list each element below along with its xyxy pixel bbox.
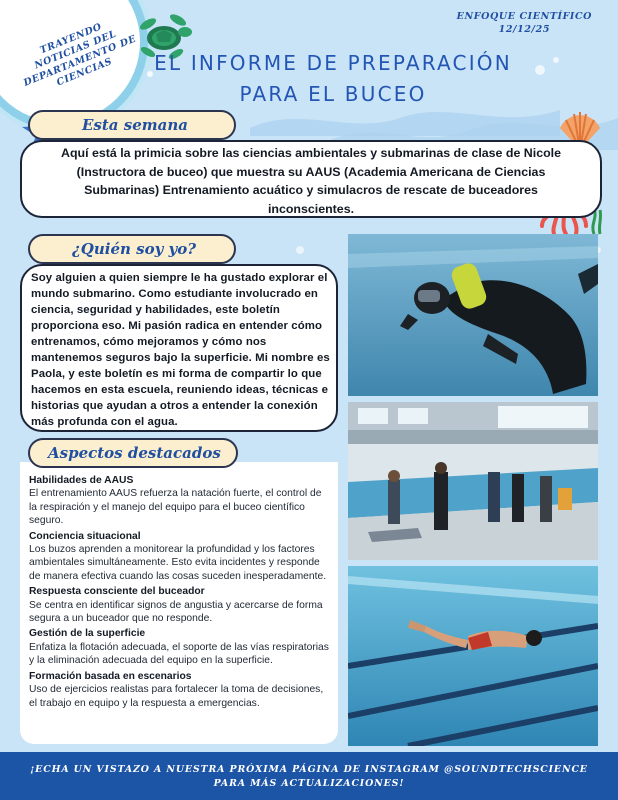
science-focus bbox=[457, 10, 592, 36]
who-heading bbox=[28, 234, 236, 264]
title-line-1: EL INFORME DE PREPARACIÓN bbox=[154, 51, 512, 75]
this-week-heading-text: Esta semana bbox=[82, 116, 188, 134]
highlights-box bbox=[20, 462, 338, 744]
highlight-body: Uso de ejercicios realistas para fortalecer la toma de decisiones, el trabajo en equipo y la respuesta a emergencias. bbox=[29, 684, 324, 709]
highlight-item bbox=[29, 627, 330, 667]
highlight-item bbox=[29, 474, 330, 528]
highlight-title: Gestión de la superficie bbox=[29, 628, 146, 640]
page-title bbox=[138, 48, 528, 110]
photo-pool-deck bbox=[348, 402, 598, 560]
this-week-box bbox=[20, 140, 602, 218]
highlight-body: Enfatiza la flotación adecuada, el soporte de las vías respiratorias y la eliminación adecuada del equipo en la superficie. bbox=[29, 641, 329, 667]
photo-swimmer-underwater bbox=[348, 566, 598, 746]
highlight-title: Habilidades de AAUS bbox=[29, 475, 134, 486]
highlight-item bbox=[29, 530, 330, 584]
badge-text: TRAYENDO NOTICIAS DEL DEPARTAMENTO DE CIENCIAS bbox=[22, 21, 138, 89]
highlights-heading bbox=[28, 438, 238, 468]
highlight-body: Los buzos aprenden a monitorear la profundidad y los factores ambientales simultáneamente. Esto evita incidentes y responde de manera efectiva cuando las cosas suceden inesperadamente. bbox=[29, 544, 327, 582]
who-text: Soy alguien a quien siempre le ha gustado explorar el mundo submarino. Como estudiante involucrado en ciencia, seguridad y habilidades, este boletín proporciona eso. Mi pasión radica en entender cómo entrenamos, cómo mejoramos y cómo nos mantenemos seguros bajo la superficie. Mi nombre es Paola, y este boletín es mi forma de compartir lo que hacemos en esta escuela, reuniendo ideas, técnicas e historias que ayudan a otros a entender la conexión más profunda con el agua. bbox=[31, 272, 330, 428]
focus-label: ENFOQUE CIENTÍFICO bbox=[456, 11, 592, 22]
who-heading-text: ¿Quién soy yo? bbox=[72, 240, 197, 258]
highlight-title: Respuesta consciente del buceador bbox=[29, 586, 205, 598]
photo-diver-underwater bbox=[348, 234, 598, 396]
title-line-2: PARA EL BUCEO bbox=[239, 82, 427, 106]
highlight-body: Se centra en identificar signos de angustia y acercarse de forma segura a un buceador que no responde. bbox=[29, 599, 323, 625]
highlight-title: Formación basada en escenarios bbox=[29, 670, 192, 682]
footer-text: ¡ECHA UN VISTAZO A NUESTRA PRÓXIMA PÁGINA DE INSTAGRAM @SOUNDTECHSCIENCE PARA MÁS ACTUALIZACIONES! bbox=[30, 764, 588, 789]
highlight-body: El entrenamiento AAUS refuerza la natación fuerte, el control de la respiración y el manejo del equipo para el buceo científico seguro. bbox=[29, 488, 322, 527]
highlight-item bbox=[29, 670, 330, 710]
highlight-title: Conciencia situacional bbox=[29, 530, 141, 542]
who-box bbox=[20, 264, 338, 432]
issue-date: 12/12/25 bbox=[498, 24, 551, 35]
this-week-heading bbox=[28, 110, 236, 140]
footer-banner bbox=[0, 752, 618, 800]
highlight-item bbox=[29, 585, 330, 625]
this-week-text: Aquí está la primicia sobre las ciencias ambientales y submarinas de clase de Nicole (Instructora de buceo) que muestra su AAUS (Academia Americana de Ciencias Submarinas) Entrenamiento acuático y simulacros de rescate de buceadores inconscientes. bbox=[61, 146, 561, 216]
highlights-heading-text: Aspectos destacados bbox=[48, 444, 221, 462]
